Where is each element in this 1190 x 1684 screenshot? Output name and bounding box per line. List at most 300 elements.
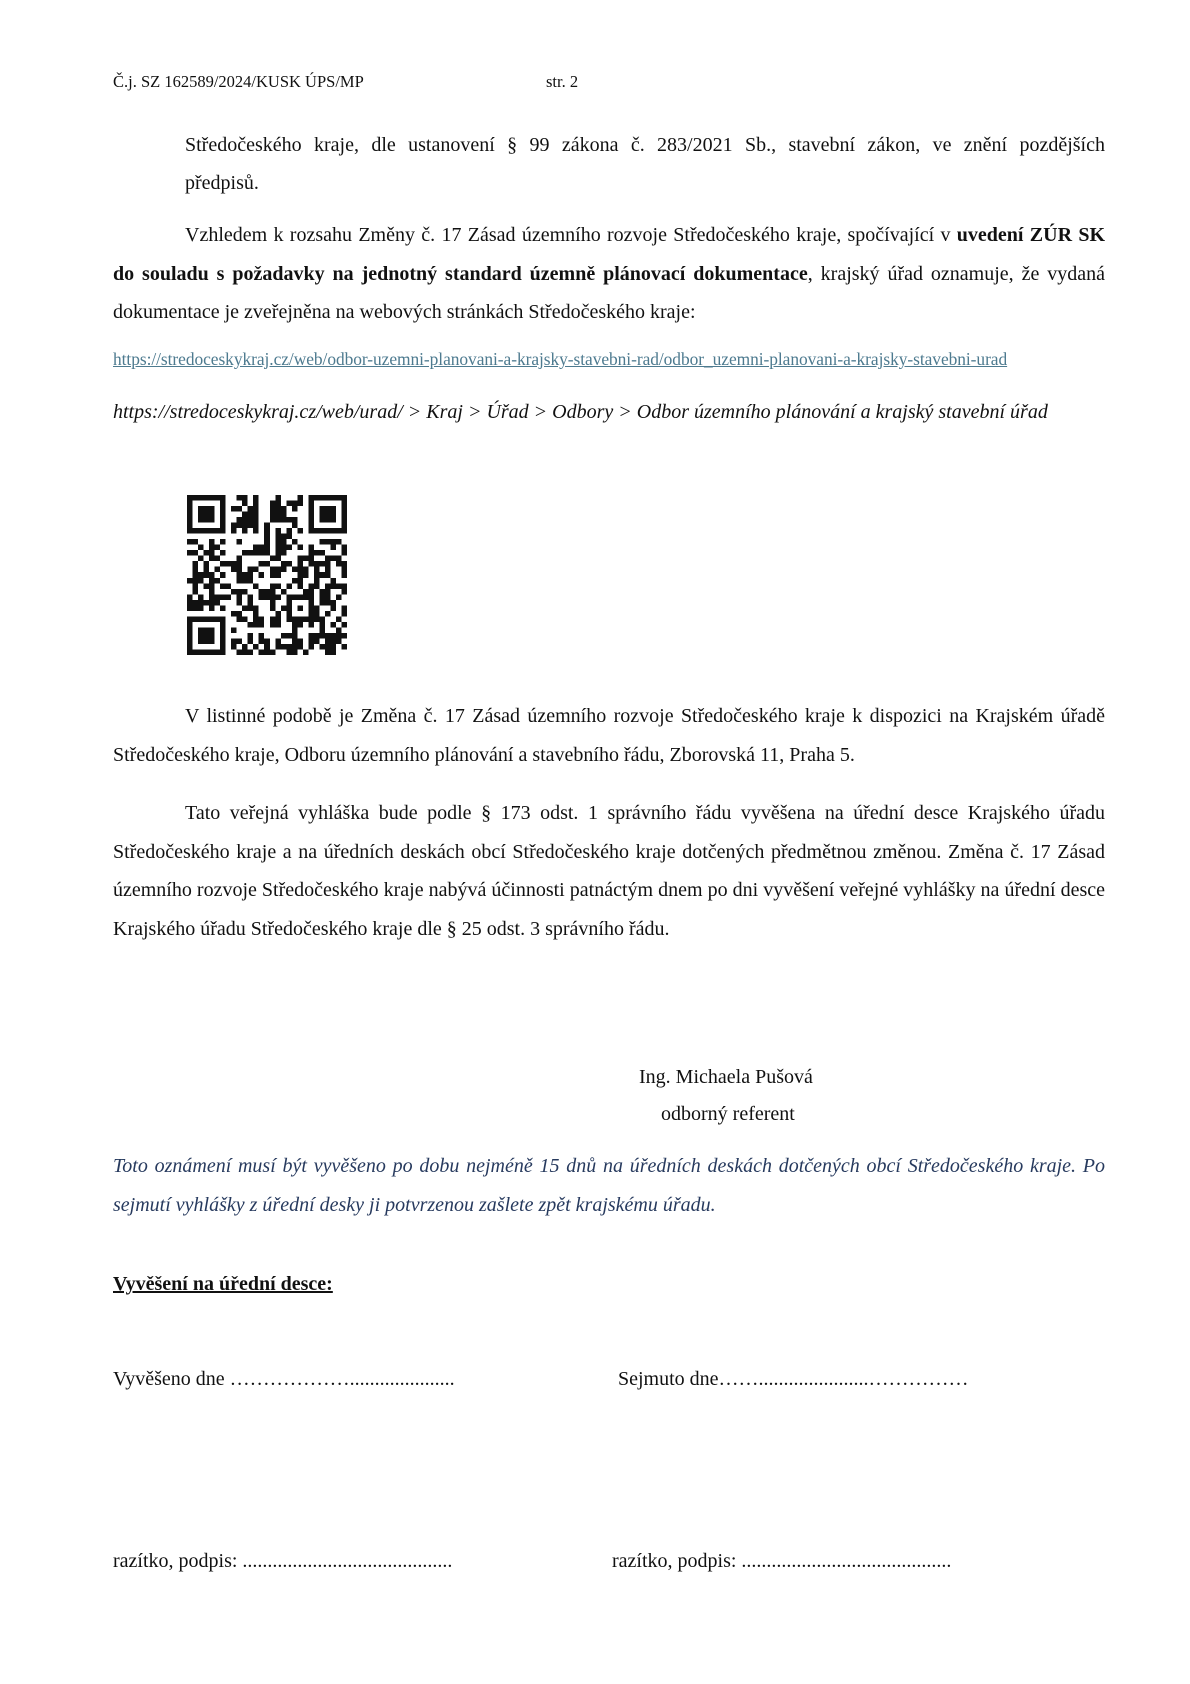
qr-module xyxy=(209,495,215,501)
qr-module xyxy=(275,583,281,589)
qr-module xyxy=(242,495,248,501)
qr-module xyxy=(325,506,331,512)
qr-module xyxy=(308,611,314,617)
qr-module xyxy=(303,616,309,622)
qr-module xyxy=(237,600,243,606)
qr-module xyxy=(341,567,347,573)
qr-module xyxy=(319,550,325,556)
qr-module xyxy=(264,649,270,655)
qr-module xyxy=(336,539,342,545)
qr-module xyxy=(204,572,210,578)
qr-module xyxy=(253,567,259,573)
qr-module xyxy=(336,495,342,501)
qr-module xyxy=(209,528,215,534)
qr-module xyxy=(319,495,325,501)
website-link[interactable]: https://stredoceskykraj.cz/web/odbor-uzemni-planovani-a-krajsky-stavebni-rad/odbor_uzemni-planovani-a-krajsky-stavebni-urad xyxy=(113,349,1008,369)
qr-module xyxy=(253,506,259,512)
qr-module xyxy=(275,611,281,617)
qr-module xyxy=(253,605,259,611)
qr-module xyxy=(231,523,237,529)
qr-module xyxy=(275,501,281,507)
qr-module xyxy=(341,512,347,518)
qr-module xyxy=(297,578,303,584)
qr-module xyxy=(336,528,342,534)
posting-notice: Toto oznámení musí být vyvěšeno po dobu nejméně 15 dnů na úředních deskách dotčených obcí Středočeského kraje. Po sejmutí vyhlášky z úřední desky ji potvrzenou zašlete zpět krajskému úřadu. xyxy=(113,1155,1105,1216)
qr-module xyxy=(270,572,276,578)
qr-module xyxy=(204,627,210,633)
qr-module xyxy=(209,512,215,518)
qr-module xyxy=(253,622,259,628)
qr-module xyxy=(193,600,199,606)
qr-module xyxy=(314,572,320,578)
qr-module xyxy=(204,616,210,622)
qr-module xyxy=(319,539,325,545)
qr-module xyxy=(341,589,347,595)
qr-module xyxy=(198,495,204,501)
qr-module xyxy=(275,638,281,644)
qr-module xyxy=(341,644,347,650)
qr-module xyxy=(253,512,259,518)
qr-module xyxy=(193,649,199,655)
qr-module xyxy=(231,528,237,534)
qr-module xyxy=(325,528,331,534)
paragraph-2-text-a: Vzhledem k rozsahu Změny č. 17 Zásad územního rozvoje Středočeského kraje, spočívající v xyxy=(185,224,957,246)
qr-module xyxy=(308,622,314,628)
qr-module xyxy=(187,649,193,655)
qr-module xyxy=(325,589,331,595)
qr-module xyxy=(330,644,336,650)
qr-module xyxy=(193,572,199,578)
qr-module xyxy=(281,567,287,573)
qr-module xyxy=(308,545,314,551)
qr-module xyxy=(275,556,281,562)
qr-module xyxy=(303,589,309,595)
qr-module xyxy=(204,561,210,567)
qr-module xyxy=(341,622,347,628)
qr-module xyxy=(308,605,314,611)
qr-module xyxy=(319,644,325,650)
qr-module xyxy=(270,605,276,611)
qr-module xyxy=(248,622,254,628)
qr-module xyxy=(220,633,226,639)
qr-module xyxy=(253,616,259,622)
posted-date-field: Vyvěšeno dne ………………..................... xyxy=(113,1368,455,1390)
paragraph-4: Tato veřejná vyhláška bude podle § 173 odst. 1 správního řádu vyvěšena na úřední desce Krajského úřadu Středočeského kraje a na úředních deskách obcí Středočeského kraje dotčených předmětnou změnou. Změna č. 17 Zásad územního rozvoje Středočeského kraje nabývá účinnosti patnáctým dnem po dni vyvěšení veřejné vyhlášky na úřední desce Krajského úřadu Středočeského kraje dle § 25 odst. 3 správního řádu. xyxy=(113,802,1105,940)
qr-module xyxy=(220,501,226,507)
qr-module xyxy=(220,572,226,578)
qr-module xyxy=(325,594,331,600)
qr-module xyxy=(248,600,254,606)
qr-module xyxy=(187,600,193,606)
qr-module xyxy=(187,578,193,584)
qr-module xyxy=(237,517,243,523)
qr-module xyxy=(220,644,226,650)
qr-module xyxy=(286,616,292,622)
qr-module xyxy=(209,578,215,584)
qr-module xyxy=(330,638,336,644)
qr-module xyxy=(292,523,298,529)
qr-module xyxy=(209,545,215,551)
qr-module xyxy=(259,550,265,556)
qr-module xyxy=(220,583,226,589)
qr-module xyxy=(204,495,210,501)
qr-module xyxy=(341,495,347,501)
qr-module xyxy=(187,528,193,534)
qr-module xyxy=(330,495,336,501)
qr-module xyxy=(341,501,347,507)
qr-module xyxy=(286,534,292,540)
qr-module xyxy=(187,616,193,622)
qr-module xyxy=(270,622,276,628)
qr-module xyxy=(319,622,325,628)
qr-module xyxy=(220,523,226,529)
qr-module xyxy=(330,506,336,512)
qr-module xyxy=(187,523,193,529)
qr-module xyxy=(220,616,226,622)
qr-module xyxy=(215,545,221,551)
qr-module xyxy=(308,495,314,501)
qr-module xyxy=(270,556,276,562)
qr-module xyxy=(336,594,342,600)
qr-module xyxy=(292,517,298,523)
qr-module xyxy=(336,583,342,589)
qr-module xyxy=(286,644,292,650)
qr-module xyxy=(193,528,199,534)
qr-module xyxy=(264,523,270,529)
qr-module xyxy=(319,633,325,639)
qr-module xyxy=(242,517,248,523)
paragraph-3: V listinné podobě je Změna č. 17 Zásad územního rozvoje Středočeského kraje k dispozici na Krajském úřadě Středočeského kraje, Odboru územního plánování a stavebního řádu, Zborovská 11, Praha 5. xyxy=(113,705,1105,766)
qr-module xyxy=(292,622,298,628)
qr-module xyxy=(264,561,270,567)
qr-module xyxy=(248,517,254,523)
qr-module xyxy=(297,561,303,567)
qr-module xyxy=(270,583,276,589)
qr-module xyxy=(215,567,221,573)
qr-module xyxy=(242,572,248,578)
qr-module xyxy=(215,578,221,584)
qr-module xyxy=(193,539,199,545)
qr-module xyxy=(319,589,325,595)
qr-module xyxy=(297,567,303,573)
qr-module xyxy=(292,567,298,573)
qr-module xyxy=(314,638,320,644)
qr-module xyxy=(336,633,342,639)
qr-module xyxy=(204,550,210,556)
qr-module xyxy=(297,501,303,507)
qr-module xyxy=(220,638,226,644)
qr-module xyxy=(325,649,331,655)
qr-module xyxy=(242,523,248,529)
qr-module xyxy=(319,506,325,512)
qr-module xyxy=(209,600,215,606)
qr-module xyxy=(264,644,270,650)
qr-module xyxy=(215,495,221,501)
qr-module xyxy=(275,567,281,573)
qr-module xyxy=(308,638,314,644)
qr-module xyxy=(303,572,309,578)
qr-module xyxy=(193,583,199,589)
qr-module xyxy=(220,528,226,534)
qr-module xyxy=(264,545,270,551)
qr-module xyxy=(270,512,276,518)
qr-module xyxy=(209,594,215,600)
qr-module xyxy=(248,572,254,578)
qr-module xyxy=(242,605,248,611)
removed-date-field: Sejmuto dne……......................…………… xyxy=(618,1368,969,1390)
qr-module xyxy=(209,605,215,611)
qr-module xyxy=(187,605,193,611)
paragraph-2-bold: uvedení ZÚR SK do souladu s požadavky na jednotný standard územně plánovací dokumentace xyxy=(113,224,1106,285)
qr-module xyxy=(193,578,199,584)
qr-module xyxy=(281,517,287,523)
signatory-name: Ing. Michaela Pušová xyxy=(639,1066,813,1088)
qr-module xyxy=(292,578,298,584)
qr-module xyxy=(248,578,254,584)
qr-module xyxy=(270,589,276,595)
signatory-role: odborný referent xyxy=(661,1103,795,1125)
qr-module xyxy=(242,616,248,622)
qr-module xyxy=(330,578,336,584)
qr-module xyxy=(314,583,320,589)
qr-module xyxy=(286,501,292,507)
qr-module xyxy=(297,638,303,644)
qr-module xyxy=(325,611,331,617)
qr-module xyxy=(308,561,314,567)
qr-module xyxy=(336,627,342,633)
qr-module xyxy=(292,616,298,622)
qr-module xyxy=(237,506,243,512)
qr-module xyxy=(209,616,215,622)
qr-module xyxy=(259,561,265,567)
qr-module xyxy=(220,517,226,523)
qr-module xyxy=(259,622,265,628)
qr-module xyxy=(275,506,281,512)
page-number: str. 2 xyxy=(546,72,579,91)
qr-module xyxy=(231,611,237,617)
qr-module xyxy=(270,501,276,507)
qr-module xyxy=(242,512,248,518)
qr-module xyxy=(198,578,204,584)
qr-module xyxy=(193,567,199,573)
qr-module xyxy=(308,528,314,534)
qr-module xyxy=(325,517,331,523)
qr-module xyxy=(308,523,314,529)
qr-module xyxy=(330,517,336,523)
qr-module xyxy=(215,600,221,606)
qr-module xyxy=(237,523,243,529)
qr-module xyxy=(330,512,336,518)
qr-module xyxy=(330,528,336,534)
qr-module xyxy=(319,600,325,606)
qr-module xyxy=(209,627,215,633)
qr-module xyxy=(270,594,276,600)
qr-module xyxy=(336,616,342,622)
qr-module xyxy=(314,567,320,573)
qr-module xyxy=(336,638,342,644)
qr-module xyxy=(281,545,287,551)
qr-module xyxy=(215,594,221,600)
qr-module xyxy=(308,583,314,589)
qr-module xyxy=(314,578,320,584)
qr-module xyxy=(341,506,347,512)
qr-module xyxy=(341,550,347,556)
qr-module xyxy=(270,649,276,655)
qr-module xyxy=(275,616,281,622)
qr-module xyxy=(209,589,215,595)
qr-module xyxy=(187,495,193,501)
qr-module xyxy=(281,633,287,639)
qr-module xyxy=(303,556,309,562)
qr-module xyxy=(325,633,331,639)
qr-module xyxy=(281,644,287,650)
qr-module xyxy=(286,611,292,617)
qr-module xyxy=(226,583,232,589)
qr-module xyxy=(341,545,347,551)
qr-module xyxy=(198,638,204,644)
qr-module xyxy=(220,627,226,633)
qr-module xyxy=(314,495,320,501)
qr-module xyxy=(325,495,331,501)
qr-module xyxy=(264,594,270,600)
qr-module xyxy=(209,506,215,512)
qr-module xyxy=(253,583,259,589)
qr-module xyxy=(220,550,226,556)
qr-module xyxy=(319,594,325,600)
qr-module xyxy=(187,501,193,507)
qr-module xyxy=(187,633,193,639)
qr-module xyxy=(193,605,199,611)
qr-module xyxy=(308,506,314,512)
qr-module xyxy=(308,589,314,595)
qr-module xyxy=(198,627,204,633)
qr-module xyxy=(275,512,281,518)
qr-module xyxy=(253,517,259,523)
qr-module xyxy=(297,556,303,562)
qr-module xyxy=(319,616,325,622)
qr-module xyxy=(187,512,193,518)
qr-module xyxy=(292,501,298,507)
qr-module xyxy=(314,550,320,556)
qr-module xyxy=(237,556,243,562)
qr-module xyxy=(275,644,281,650)
qr-module xyxy=(286,528,292,534)
qr-module xyxy=(308,550,314,556)
qr-module xyxy=(281,605,287,611)
qr-module xyxy=(286,605,292,611)
paragraph-1-line-2: předpisů. xyxy=(185,172,259,194)
qr-module xyxy=(330,649,336,655)
qr-module xyxy=(193,561,199,567)
qr-module xyxy=(242,578,248,584)
qr-module xyxy=(270,517,276,523)
qr-module xyxy=(325,600,331,606)
qr-module xyxy=(325,512,331,518)
qr-module xyxy=(330,600,336,606)
qr-module xyxy=(297,594,303,600)
qr-module xyxy=(193,495,199,501)
qr-module xyxy=(303,649,309,655)
qr-module xyxy=(237,611,243,617)
qr-module xyxy=(198,633,204,639)
qr-module xyxy=(308,600,314,606)
paragraph-2-text-b: , krajský úřad oznamuje, že vydaná dokumentace je zveřejněna na webových stránkách Středočeského kraje: xyxy=(113,262,1105,323)
qr-module xyxy=(220,495,226,501)
qr-module xyxy=(325,567,331,573)
qr-module xyxy=(193,616,199,622)
qr-module xyxy=(237,578,243,584)
qr-module xyxy=(231,638,237,644)
qr-module xyxy=(220,622,226,628)
qr-module xyxy=(198,512,204,518)
qr-module xyxy=(231,561,237,567)
qr-module xyxy=(209,539,215,545)
qr-module xyxy=(242,528,248,534)
qr-module xyxy=(259,649,265,655)
qr-module xyxy=(308,501,314,507)
qr-module xyxy=(308,616,314,622)
qr-module xyxy=(187,517,193,523)
qr-module xyxy=(193,550,199,556)
qr-module xyxy=(341,611,347,617)
qr-module xyxy=(281,506,287,512)
qr-module xyxy=(330,622,336,628)
qr-module xyxy=(281,539,287,545)
qr-module xyxy=(297,605,303,611)
qr-module xyxy=(275,528,281,534)
qr-module xyxy=(325,572,331,578)
qr-module xyxy=(270,616,276,622)
qr-module xyxy=(253,495,259,501)
qr-module xyxy=(259,633,265,639)
stamp-signature-left: razítko, podpis: .......................................... xyxy=(113,1550,453,1572)
qr-module xyxy=(292,649,298,655)
qr-module xyxy=(259,594,265,600)
qr-module xyxy=(308,517,314,523)
qr-module xyxy=(308,644,314,650)
qr-module xyxy=(292,594,298,600)
qr-module xyxy=(253,550,259,556)
qr-module xyxy=(281,561,287,567)
qr-module xyxy=(330,545,336,551)
qr-module xyxy=(204,600,210,606)
qr-module xyxy=(209,638,215,644)
posting-heading: Vyvěšení na úřední desce: xyxy=(113,1273,333,1295)
qr-module xyxy=(341,528,347,534)
qr-module xyxy=(264,638,270,644)
qr-module xyxy=(330,539,336,545)
qr-module xyxy=(215,528,221,534)
qr-module xyxy=(259,616,265,622)
qr-module xyxy=(286,545,292,551)
qr-module xyxy=(330,556,336,562)
qr-module xyxy=(275,545,281,551)
qr-module xyxy=(292,627,298,633)
qr-module xyxy=(198,594,204,600)
qr-module xyxy=(341,523,347,529)
qr-module xyxy=(325,638,331,644)
qr-module xyxy=(237,561,243,567)
qr-module xyxy=(242,550,248,556)
qr-module xyxy=(209,649,215,655)
qr-module xyxy=(193,589,199,595)
qr-module xyxy=(308,512,314,518)
qr-module xyxy=(341,605,347,611)
qr-module xyxy=(248,633,254,639)
qr-module xyxy=(248,638,254,644)
qr-module xyxy=(270,506,276,512)
qr-module xyxy=(341,583,347,589)
